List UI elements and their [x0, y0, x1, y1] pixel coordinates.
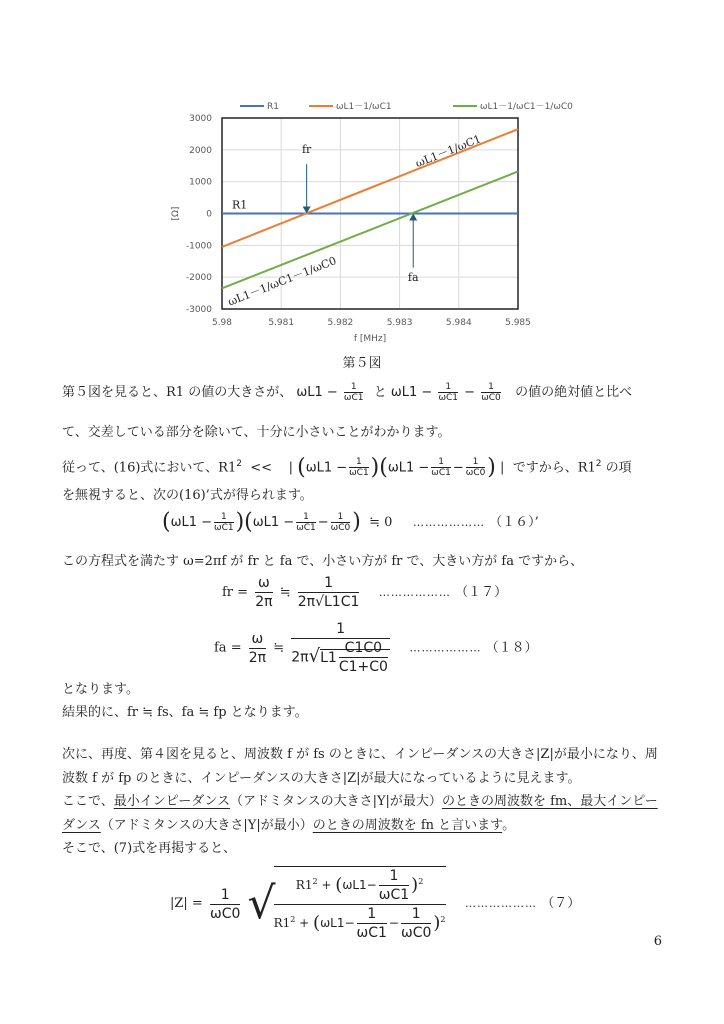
- text: の項: [605, 460, 632, 476]
- y-tick-label: 2000: [189, 145, 212, 156]
- much-less-than: <<: [250, 460, 273, 476]
- denominator: ωC1: [378, 887, 410, 903]
- paragraph-7-line1: [62, 793, 658, 811]
- numerator: $R1^2 + (\omega L1-$ $\frac{1}{\omega C1}$ )$^2$: [274, 867, 446, 905]
- fraction: [401, 905, 431, 942]
- paragraph-6-line2: 波数 f が fp のときに、インピーダンスの大きさ|Z|が最大になっているように見えます。: [62, 771, 581, 786]
- r1: R1: [273, 916, 291, 930]
- y-tick-label: -1000: [185, 241, 212, 252]
- paragraph-6-line1: 次に、再度、第４図を見ると、周波数 f が fs のときに、インピーダンスの大きさ|Z|が最小になり、周: [62, 747, 658, 762]
- fraction: [331, 512, 351, 533]
- fraction: [379, 867, 409, 904]
- denominator: ωC1: [349, 468, 369, 479]
- equation-18: [214, 620, 538, 676]
- numerator: 1: [466, 457, 486, 468]
- equation-number: （１８）: [485, 640, 538, 656]
- equation-7: [170, 866, 580, 942]
- abs-bar: |: [500, 460, 505, 476]
- denominator: ωC0: [209, 905, 241, 922]
- math-minus: −: [317, 515, 329, 530]
- numerator: 1: [210, 886, 240, 905]
- denominator: 2π: [248, 649, 267, 666]
- denominator: ωC1: [438, 393, 459, 403]
- sup: 2: [440, 915, 446, 924]
- denominator: ωC1: [343, 393, 364, 403]
- leader-dots: ………………: [378, 586, 451, 599]
- numerator: C1C0: [339, 639, 388, 658]
- denominator: ωC0: [330, 523, 351, 533]
- math-minus: −: [388, 916, 399, 930]
- denominator: ωC1: [356, 925, 387, 941]
- r1: R1: [295, 878, 313, 892]
- approx: ≒: [273, 640, 285, 656]
- fraction: [291, 620, 390, 676]
- two-pi: 2π: [291, 649, 309, 666]
- paragraph-2-line2: を無視すると、次の(16)’式が得られます。: [62, 488, 313, 503]
- numerator: 1: [349, 457, 369, 468]
- lhs: fr =: [222, 585, 249, 600]
- fraction: [481, 382, 501, 403]
- denominator: $R1^2 + (\omega L1-$ $\frac{1}{\omega C1}$ − $\frac{1}{\omega C0}$ )$^2$: [273, 906, 446, 941]
- equation-16-prime: (ωL1 − $\frac{1}{\omega C1}$ )(ωL1 − $\frac{1}{\omega C1}$ − $\frac{1}{\omega C0}$ ) ≒ 0 ……………… （１６）’: [162, 509, 539, 535]
- fraction: [249, 630, 266, 667]
- legend-label-1: R1: [267, 102, 279, 112]
- paragraph-4: となります。: [62, 682, 139, 697]
- numerator: 1: [344, 382, 364, 393]
- fraction: [210, 886, 240, 923]
- x-tick-label: 5.98: [211, 318, 233, 328]
- fraction: [344, 382, 364, 403]
- denominator: 2π√L1C1: [297, 594, 360, 610]
- numerator: 1: [298, 574, 360, 593]
- fraction: [349, 457, 369, 478]
- denominator: C1+C0: [338, 659, 388, 675]
- fraction: [274, 866, 446, 942]
- fraction: [431, 457, 451, 478]
- x-tick-label: 5.984: [445, 318, 472, 328]
- fr-annotation: fr: [301, 143, 312, 157]
- denominator: ωC0: [481, 393, 501, 403]
- y-axis-label: [Ω]: [171, 206, 181, 221]
- leader-dots: ………………: [413, 516, 486, 529]
- y-tick-label: 3000: [189, 114, 212, 124]
- numerator: ω: [255, 574, 272, 593]
- paragraph-1-line2: て、交差している部分を除いて、十分に小さいことがわかります。: [62, 425, 451, 440]
- y-tick-label: 1000: [189, 177, 212, 188]
- superscript: 2: [595, 459, 602, 469]
- legend-label-2: ωL1－1/ωC1: [336, 102, 392, 112]
- chart-svg: [160, 90, 573, 350]
- numerator: 1: [291, 620, 390, 639]
- math-expr: ωL1 −: [305, 460, 348, 476]
- math-expr: ωL1 −: [390, 385, 433, 400]
- equation-number: （７）: [541, 896, 581, 911]
- fraction: [214, 512, 234, 533]
- paragraph-7-line2: [62, 817, 515, 835]
- math-expr: ωL1 −: [170, 515, 213, 530]
- underlined-text: 最小インピーダンス: [113, 794, 230, 809]
- text: （アドミタンスの大きさ|Y|が最大）: [229, 794, 442, 809]
- figure-caption: 第５図: [342, 356, 382, 371]
- numerator: ω: [249, 630, 266, 649]
- green-line-annotation: ωL1－1/ωC1－1/ωC0: [226, 254, 339, 309]
- x-axis-label: f [MHz]: [353, 334, 387, 344]
- leader-dots: ………………: [465, 897, 538, 910]
- sup: 2: [312, 877, 318, 886]
- numerator: 1: [481, 382, 501, 393]
- y-tick-label: -3000: [185, 305, 212, 315]
- math-minus: −: [452, 460, 464, 476]
- fraction: [357, 905, 387, 942]
- fraction: [255, 574, 272, 611]
- numerator: 1: [331, 512, 351, 523]
- sup: 2: [290, 915, 296, 924]
- x-tick-label: 5.981: [268, 318, 295, 328]
- x-tick-label: 5.985: [505, 318, 531, 328]
- underlined-text: ダンス: [62, 818, 101, 833]
- plus: +: [299, 916, 310, 930]
- abs-bar: |: [288, 460, 293, 476]
- legend-label-3: ωL1－1/ωC1－1/ωC0: [480, 102, 573, 112]
- paragraph-3: この方程式を満たす ω=2πf が fr と fa で、小さい方が fr で、大きい方が fa ですから、: [62, 554, 584, 569]
- expr: ωL1−: [342, 878, 377, 892]
- leader-dots: ………………: [409, 641, 482, 655]
- approx: ≒: [279, 585, 291, 600]
- underlined-text: のときの周波数を fn と言います: [312, 818, 503, 833]
- equation-number: （１６）’: [489, 515, 539, 530]
- l1: L1: [320, 649, 337, 666]
- y-tick-label: 0: [206, 209, 212, 220]
- equation-number: （１７）: [455, 585, 508, 600]
- denominator: ωC1: [296, 523, 316, 533]
- sup: 2: [418, 877, 424, 886]
- numerator: 1: [401, 905, 431, 924]
- fraction: [438, 382, 458, 403]
- numerator: 1: [431, 457, 451, 468]
- underlined-text: のときの周波数を fm、最大インピー: [441, 794, 658, 809]
- denominator: ωC1: [431, 468, 451, 479]
- text: （アドミタンスの大きさ|Y|が最小）: [100, 818, 313, 833]
- fa-annotation: fa: [407, 270, 419, 284]
- numerator: 1: [296, 512, 316, 523]
- denominator: ωC0: [465, 468, 486, 479]
- sqrt-sign: √: [247, 878, 276, 929]
- r1-annotation: R1: [232, 198, 248, 212]
- text: と: [373, 385, 387, 400]
- x-tick-label: 5.983: [386, 318, 413, 328]
- numerator: 1: [357, 905, 387, 924]
- math-expr: ωL1 −: [387, 460, 430, 476]
- lhs: fa =: [214, 640, 242, 656]
- denominator: ωC0: [400, 925, 432, 941]
- denominator: [291, 639, 390, 676]
- sqrt-sign: √: [308, 645, 321, 667]
- lhs: |Z| =: [170, 896, 203, 911]
- text: 。: [502, 818, 516, 833]
- math-expr: ωL1 −: [296, 385, 338, 400]
- fraction: [466, 457, 486, 478]
- paragraph-1: [62, 382, 632, 403]
- equation-17: [222, 574, 507, 611]
- numerator: 1: [379, 867, 409, 886]
- math-minus: −: [464, 385, 476, 400]
- approx-zero: ≒ 0: [369, 515, 393, 530]
- denominator: 2π: [255, 594, 273, 610]
- paragraph-8: そこで、(7)式を再掲すると、: [62, 841, 237, 856]
- denominator: ωC1: [214, 523, 234, 533]
- fraction: [298, 574, 360, 611]
- paragraph-5: 結果的に、fr ≒ fs、fa ≒ fp となります。: [62, 705, 308, 720]
- plus: +: [321, 878, 332, 892]
- chart-figure-5: [160, 90, 573, 350]
- text: の値の絶対値と比べ: [515, 385, 633, 400]
- y-tick-label: -2000: [185, 273, 212, 284]
- orange-line-annotation: ωL1－1/ωC1: [413, 132, 483, 171]
- fraction: [339, 639, 388, 676]
- superscript: 2: [236, 459, 242, 469]
- text: ですから、R1: [512, 460, 596, 476]
- text: ここで、: [62, 794, 114, 809]
- paragraph-2: 従って、(16)式において、$R1^2$ << | (ωL1 − $\frac{1}{\omega C1}$ )(ωL1 − $\frac{1}{\omega C1}$ − $\frac{1}{\omega C0}$ ) | ですから、$R1^2$ の項: [62, 454, 632, 480]
- page-number: 6: [653, 934, 662, 949]
- numerator: 1: [214, 512, 234, 523]
- x-tick-label: 5.982: [327, 318, 354, 328]
- text: 従って、(16)式において、R1: [62, 460, 237, 476]
- numerator: 1: [438, 382, 458, 393]
- fraction: [296, 512, 316, 533]
- math-expr: ωL1 −: [252, 515, 295, 530]
- expr: ωL1−: [320, 916, 355, 930]
- text: 第５図を見ると、R1 の値の大きさが、: [62, 385, 293, 400]
